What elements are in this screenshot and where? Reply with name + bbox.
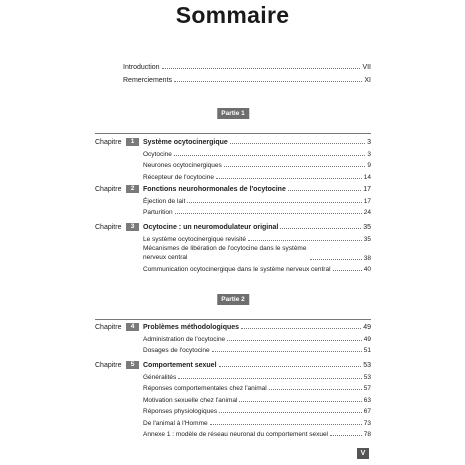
section-page: 49: [363, 335, 371, 343]
section-page: 38: [363, 254, 371, 262]
chapter-heading[interactable]: [95, 359, 371, 369]
dot-leader: [241, 328, 361, 329]
dot-leader: [248, 240, 362, 241]
dot-leader: [219, 412, 362, 413]
divider: [95, 133, 371, 134]
toc-entry-label: Introduction: [123, 64, 160, 71]
part-badge: Partie 1: [217, 108, 249, 119]
section-entry[interactable]: [143, 369, 371, 381]
section-page: 24: [363, 209, 371, 216]
dot-leader: [310, 259, 362, 260]
chapter-1: [95, 136, 371, 181]
dot-leader: [187, 202, 361, 203]
chapter-page: 3: [367, 139, 371, 146]
dot-leader: [174, 81, 362, 82]
chapter-page: 35: [363, 224, 371, 231]
chapter-title: Comportement sexuel: [143, 362, 217, 369]
section-label: Le système ocytocinergique revisité: [143, 235, 246, 243]
section-label: Mécanismes de libération de l'ocytocine dans le système nerveux central: [143, 244, 307, 261]
dot-leader: [224, 166, 366, 167]
chapter-number-badge: 2: [126, 185, 139, 193]
chapter-title: Problèmes méthodologiques: [143, 324, 240, 331]
section-label: Communication ocytocinergique dans le système nerveux central: [143, 266, 331, 273]
section-page: 78: [363, 431, 371, 438]
dot-leader: [269, 389, 362, 390]
section-page: 53: [363, 373, 371, 381]
part-badge: Partie 2: [217, 294, 249, 305]
dot-leader: [330, 435, 362, 436]
dot-leader: [239, 401, 361, 402]
page-title: Sommaire: [175, 2, 290, 28]
section-label: Dosages de l'ocytocine: [143, 347, 210, 354]
chapter-title: Ocytocine : un neuromodulateur original: [143, 224, 279, 231]
section-label: Éjection de lait: [143, 197, 186, 205]
toc-entry-page: VII: [362, 64, 371, 71]
chapter-word: Chapitre: [95, 362, 122, 369]
dot-leader: [210, 424, 362, 425]
part-header-2: [95, 294, 371, 306]
chapter-word: Chapitre: [95, 224, 122, 231]
chapter-3: [95, 221, 371, 273]
chapter-2: [95, 183, 371, 216]
toc-entry-introduction[interactable]: [123, 64, 371, 71]
chapter-heading[interactable]: [95, 321, 371, 331]
section-entry[interactable]: [143, 169, 371, 181]
section-page: 9: [367, 162, 371, 169]
chapter-number-badge: 5: [126, 361, 139, 369]
section-entry[interactable]: [143, 343, 371, 355]
section-label: Parturition: [143, 209, 173, 216]
section-entry[interactable]: [143, 158, 371, 170]
dot-leader: [216, 178, 362, 179]
section-label: Généralités: [143, 373, 177, 381]
section-page: 73: [363, 419, 371, 427]
section-page: 63: [363, 396, 371, 404]
section-label: Annexe 1 : modèle de réseau neuronal du comportement sexuel: [143, 431, 329, 438]
section-entry[interactable]: [143, 262, 371, 274]
section-entry[interactable]: [143, 404, 371, 416]
chapter-heading[interactable]: [95, 183, 371, 193]
dot-leader: [227, 340, 362, 341]
section-page: 17: [363, 197, 371, 205]
part-header-1: [95, 108, 371, 120]
section-page: 35: [363, 235, 371, 243]
chapter-title: Système ocytocinergique: [143, 139, 228, 146]
section-entry[interactable]: [143, 244, 371, 262]
section-label: De l'animal à l'Homme: [143, 419, 208, 427]
chapter-word: Chapitre: [95, 139, 122, 146]
chapter-heading[interactable]: [95, 221, 371, 231]
chapter-page: 53: [363, 362, 371, 369]
dot-leader: [174, 155, 365, 156]
section-entry[interactable]: [143, 415, 371, 427]
chapter-word: Chapitre: [95, 324, 122, 331]
dot-leader: [162, 68, 361, 69]
toc-entry-remerciements[interactable]: [123, 77, 371, 84]
section-label: Réponses physiologiques: [143, 408, 218, 415]
dot-leader: [178, 378, 362, 379]
chapter-title: Fonctions neurohormonales de l'ocytocine: [143, 186, 286, 193]
dot-leader: [219, 366, 362, 367]
section-entry[interactable]: [143, 205, 371, 217]
section-label: Neurones ocytocinergiques: [143, 162, 222, 169]
section-entry[interactable]: [143, 427, 371, 439]
section-page: 51: [363, 347, 371, 354]
chapter-number-badge: 1: [126, 138, 139, 146]
section-page: 67: [363, 408, 371, 415]
divider: [95, 319, 371, 320]
section-label: Réponses comportementales chez l'animal: [143, 385, 267, 392]
dot-leader: [175, 213, 362, 214]
chapter-heading[interactable]: [95, 136, 371, 146]
dot-leader: [280, 228, 361, 229]
dot-leader: [230, 143, 365, 144]
chapter-word: Chapitre: [95, 186, 122, 193]
page-number-badge: V: [357, 448, 369, 459]
section-entry[interactable]: [143, 381, 371, 393]
toc-entry-page: XI: [364, 77, 371, 84]
section-entry[interactable]: [143, 146, 371, 158]
toc-entry-label: Remerciements: [123, 77, 173, 84]
dot-leader: [333, 270, 362, 271]
section-label: Récepteur de l'ocytocine: [143, 173, 214, 181]
section-entry[interactable]: [143, 392, 371, 404]
section-page: 57: [363, 385, 371, 392]
section-entry[interactable]: [143, 231, 371, 243]
chapter-page: 17: [363, 186, 371, 193]
chapter-5: [95, 359, 371, 438]
section-entry[interactable]: [143, 331, 371, 343]
section-page: 14: [363, 173, 371, 181]
section-label: Ocytocine: [143, 150, 172, 158]
section-label: Motivation sexuelle chez l'animal: [143, 396, 238, 404]
chapter-page: 49: [363, 324, 371, 331]
section-page: 3: [367, 150, 371, 158]
chapter-4: [95, 321, 371, 354]
section-entry[interactable]: [143, 193, 371, 205]
chapter-number-badge: 4: [126, 323, 139, 331]
dot-leader: [288, 190, 361, 191]
dot-leader: [212, 351, 362, 352]
chapter-number-badge: 3: [126, 223, 139, 231]
section-label: Administration de l'ocytocine: [143, 335, 226, 343]
section-page: 40: [363, 266, 371, 273]
